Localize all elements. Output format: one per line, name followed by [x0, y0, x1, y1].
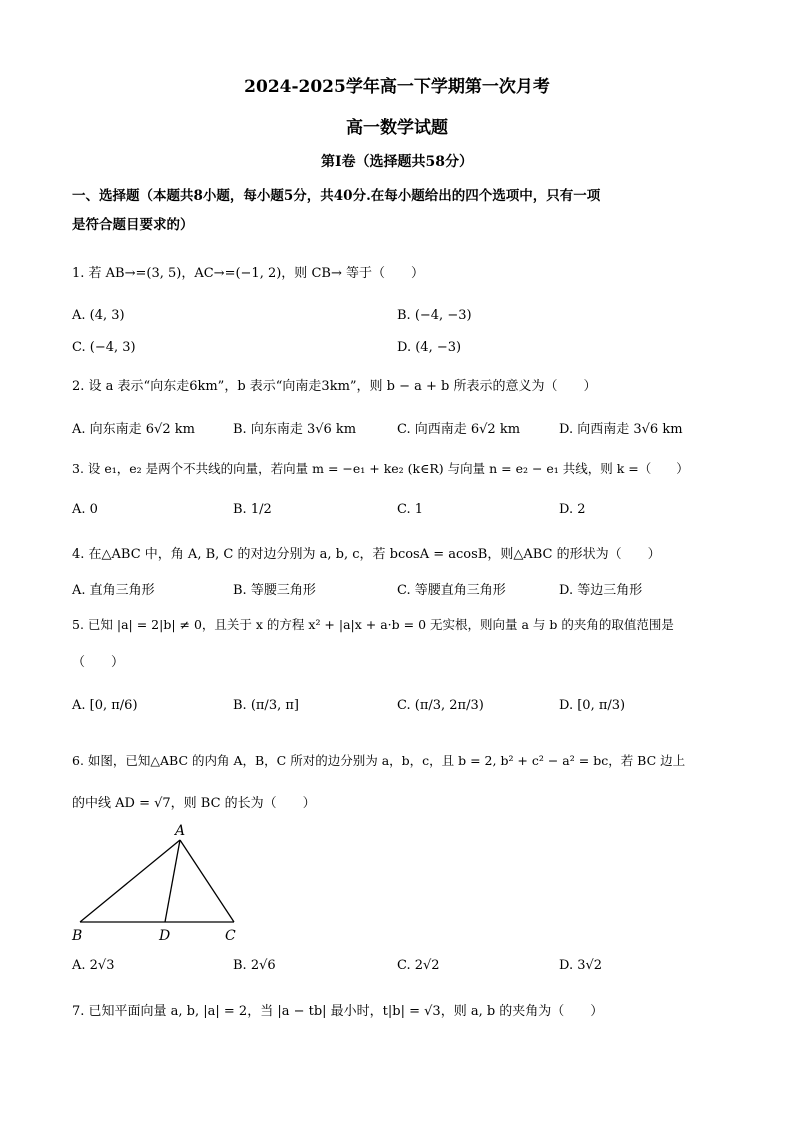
- question-3-option-c: C. 1: [397, 502, 424, 517]
- question-5-option-c: C. (π/3, 2π/3): [397, 698, 484, 713]
- question-5-stem-line1: 5. 已知 |a| = 2|b| ≠ 0，且关于 x 的方程 x² + |a|x + a·b = 0 无实根，则向量 a 与 b 的夹角的取值范围是: [72, 617, 674, 632]
- question-2-option-a: A. 向东南走 6√2 km: [72, 422, 195, 437]
- triangle-figure: [68, 820, 268, 950]
- question-1-option-d: D. (4, −3): [397, 340, 462, 355]
- vertex-label-b: B: [72, 928, 83, 944]
- median-ad: [165, 840, 180, 922]
- question-2-stem: 2. 设 a 表示“向东走6km”，b 表示“向南走3km”，则 b − a + b 所表示的意义为（ ）: [72, 379, 597, 394]
- question-5-option-d: D. [0, π/3): [559, 698, 626, 713]
- question-1-option-a: A. (4, 3): [72, 308, 125, 323]
- side-ab: [80, 840, 180, 922]
- vertex-label-a: A: [175, 823, 186, 839]
- question-5-stem-line2: （ ）: [72, 655, 125, 670]
- question-3-stem: 3. 设 e₁，e₂ 是两个不共线的向量，若向量 m = −e₁ + ke₂ (k∈R) 与向量 n = e₂ − e₁ 共线，则 k =（ ）: [72, 461, 689, 476]
- question-3-option-a: A. 0: [72, 502, 98, 517]
- question-6-option-d: D. 3√2: [559, 958, 603, 973]
- question-6-option-c: C. 2√2: [397, 958, 440, 973]
- question-2-option-d: D. 向西南走 3√6 km: [559, 422, 683, 437]
- volume-heading: 第Ⅰ卷（选择题共58分）: [320, 154, 474, 170]
- vertex-label-c: C: [225, 928, 236, 944]
- question-6-option-b: B. 2√6: [233, 958, 276, 973]
- exam-subtitle: 高一数学试题: [346, 118, 448, 138]
- question-5-option-b: B. (π/3, π]: [233, 698, 299, 713]
- question-4-option-c: C. 等腰直角三角形: [397, 583, 506, 598]
- question-4-option-a: A. 直角三角形: [72, 583, 155, 598]
- question-7-stem: 7. 已知平面向量 a, b, |a| = 2，当 |a − tb| 最小时，t|b| = √3，则 a, b 的夹角为（ ）: [72, 1004, 604, 1019]
- question-1-option-c: C. (−4, 3): [72, 340, 136, 355]
- question-5-option-a: A. [0, π/6): [72, 698, 138, 713]
- section-heading-line1: 一、选择题（本题共8小题，每小题5分，共40分.在每小题给出的四个选项中，只有一项: [72, 188, 601, 204]
- question-4-option-d: D. 等边三角形: [559, 583, 643, 598]
- question-1-option-b: B. (−4, −3): [397, 308, 472, 323]
- question-4-option-b: B. 等腰三角形: [233, 583, 316, 598]
- point-label-d: D: [159, 928, 171, 944]
- question-6-stem-line2: 的中线 AD = √7，则 BC 的长为（ ）: [72, 796, 316, 811]
- question-4-stem: 4. 在△ABC 中，角 A, B, C 的对边分别为 a, b, c，若 bcosA = acosB，则△ABC 的形状为（ ）: [72, 547, 661, 562]
- question-1-stem: 1. 若 AB→=(3, 5)，AC→=(−1, 2)，则 CB→ 等于（ ）: [72, 266, 424, 281]
- question-6-stem-line1: 6. 如图，已知△ABC 的内角 A，B，C 所对的边分别为 a，b，c，且 b = 2, b² + c² − a² = bc，若 BC 边上: [72, 753, 686, 768]
- question-2-option-c: C. 向西南走 6√2 km: [397, 422, 521, 437]
- question-2-option-b: B. 向东南走 3√6 km: [233, 422, 357, 437]
- question-6-option-a: A. 2√3: [72, 958, 115, 973]
- question-3-option-b: B. 1/2: [233, 502, 272, 517]
- question-3-option-d: D. 2: [559, 502, 586, 517]
- section-heading-line2: 是符合题目要求的）: [72, 217, 194, 233]
- exam-title: 2024-2025学年高一下学期第一次月考: [244, 77, 550, 97]
- side-ac: [180, 840, 234, 922]
